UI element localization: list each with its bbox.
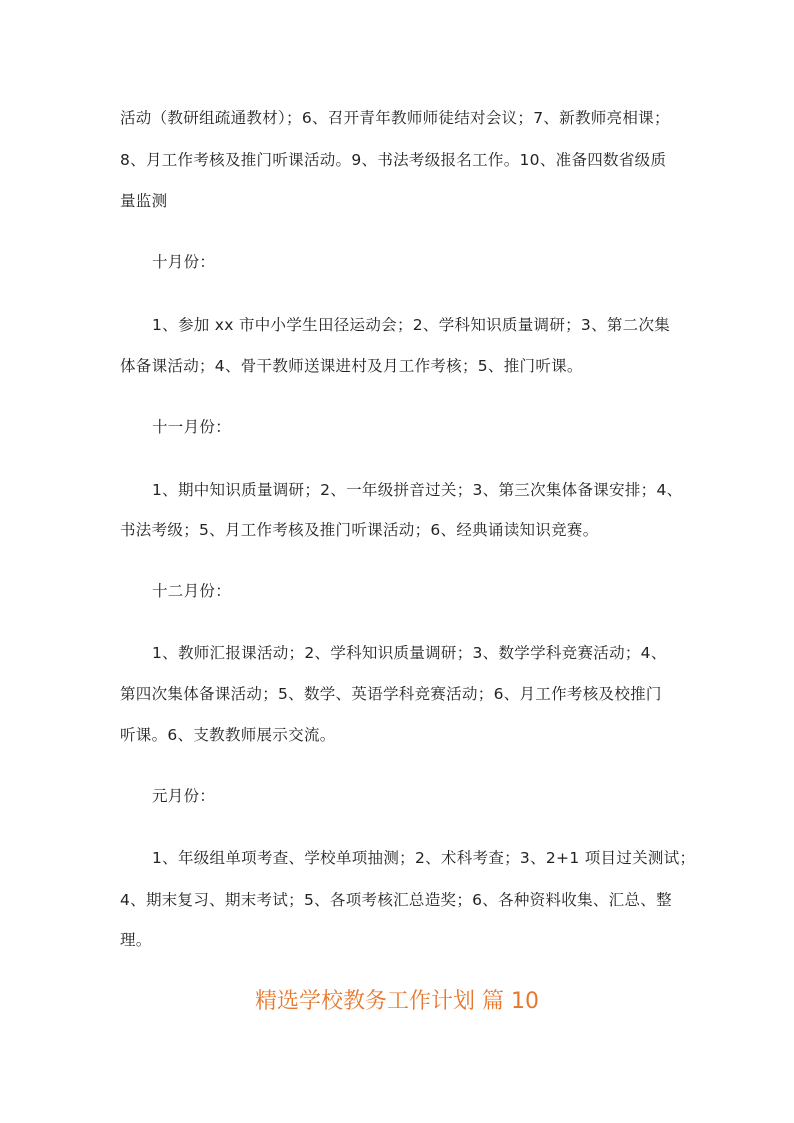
paragraph-line: 1、期中知识质量调研；2、一年级拼音过关；3、第三次集体备课安排；4、 <box>152 481 683 499</box>
month-heading-january: 元月份： <box>152 787 216 805</box>
paragraph-line: 1、参加 xx 市中小学生田径运动会；2、学科知识质量调研；3、第二次集 <box>152 316 671 334</box>
paragraph-line: 第四次集体备课活动；5、数学、英语学科竞赛活动；6、月工作考核及校推门 <box>120 685 662 703</box>
month-heading-november: 十一月份： <box>152 418 232 436</box>
paragraph-line: 8、月工作考核及推门听课活动。9、书法考级报名工作。10、准备四数省级质 <box>120 151 667 169</box>
section-title: 精选学校教务工作计划 篇 10 <box>255 989 539 1014</box>
paragraph-line: 体备课活动；4、骨干教师送课进村及月工作考核；5、推门听课。 <box>120 357 583 375</box>
paragraph-line: 1、年级组单项考查、学校单项抽测；2、术科考查；3、2+1 项目过关测试； <box>152 849 696 867</box>
paragraph-line: 听课。6、支教教师展示交流。 <box>120 726 336 744</box>
paragraph-line: 活动（教研组疏通教材）；6、召开青年教师师徒结对会议；7、新教师亮相课； <box>120 109 670 127</box>
month-heading-december: 十二月份： <box>152 582 232 600</box>
paragraph-line: 1、教师汇报课活动；2、学科知识质量调研；3、数学学科竞赛活动；4、 <box>152 644 667 662</box>
month-heading-october: 十月份： <box>152 253 216 271</box>
paragraph-line: 4、期末复习、期末考试；5、各项考核汇总造奖；6、各种资料收集、汇总、整 <box>120 891 672 909</box>
paragraph-line: 量监测 <box>120 192 168 210</box>
paragraph-line: 理。 <box>120 931 152 949</box>
paragraph-line: 书法考级；5、月工作考核及推门听课活动；6、经典诵读知识竞赛。 <box>120 521 599 539</box>
